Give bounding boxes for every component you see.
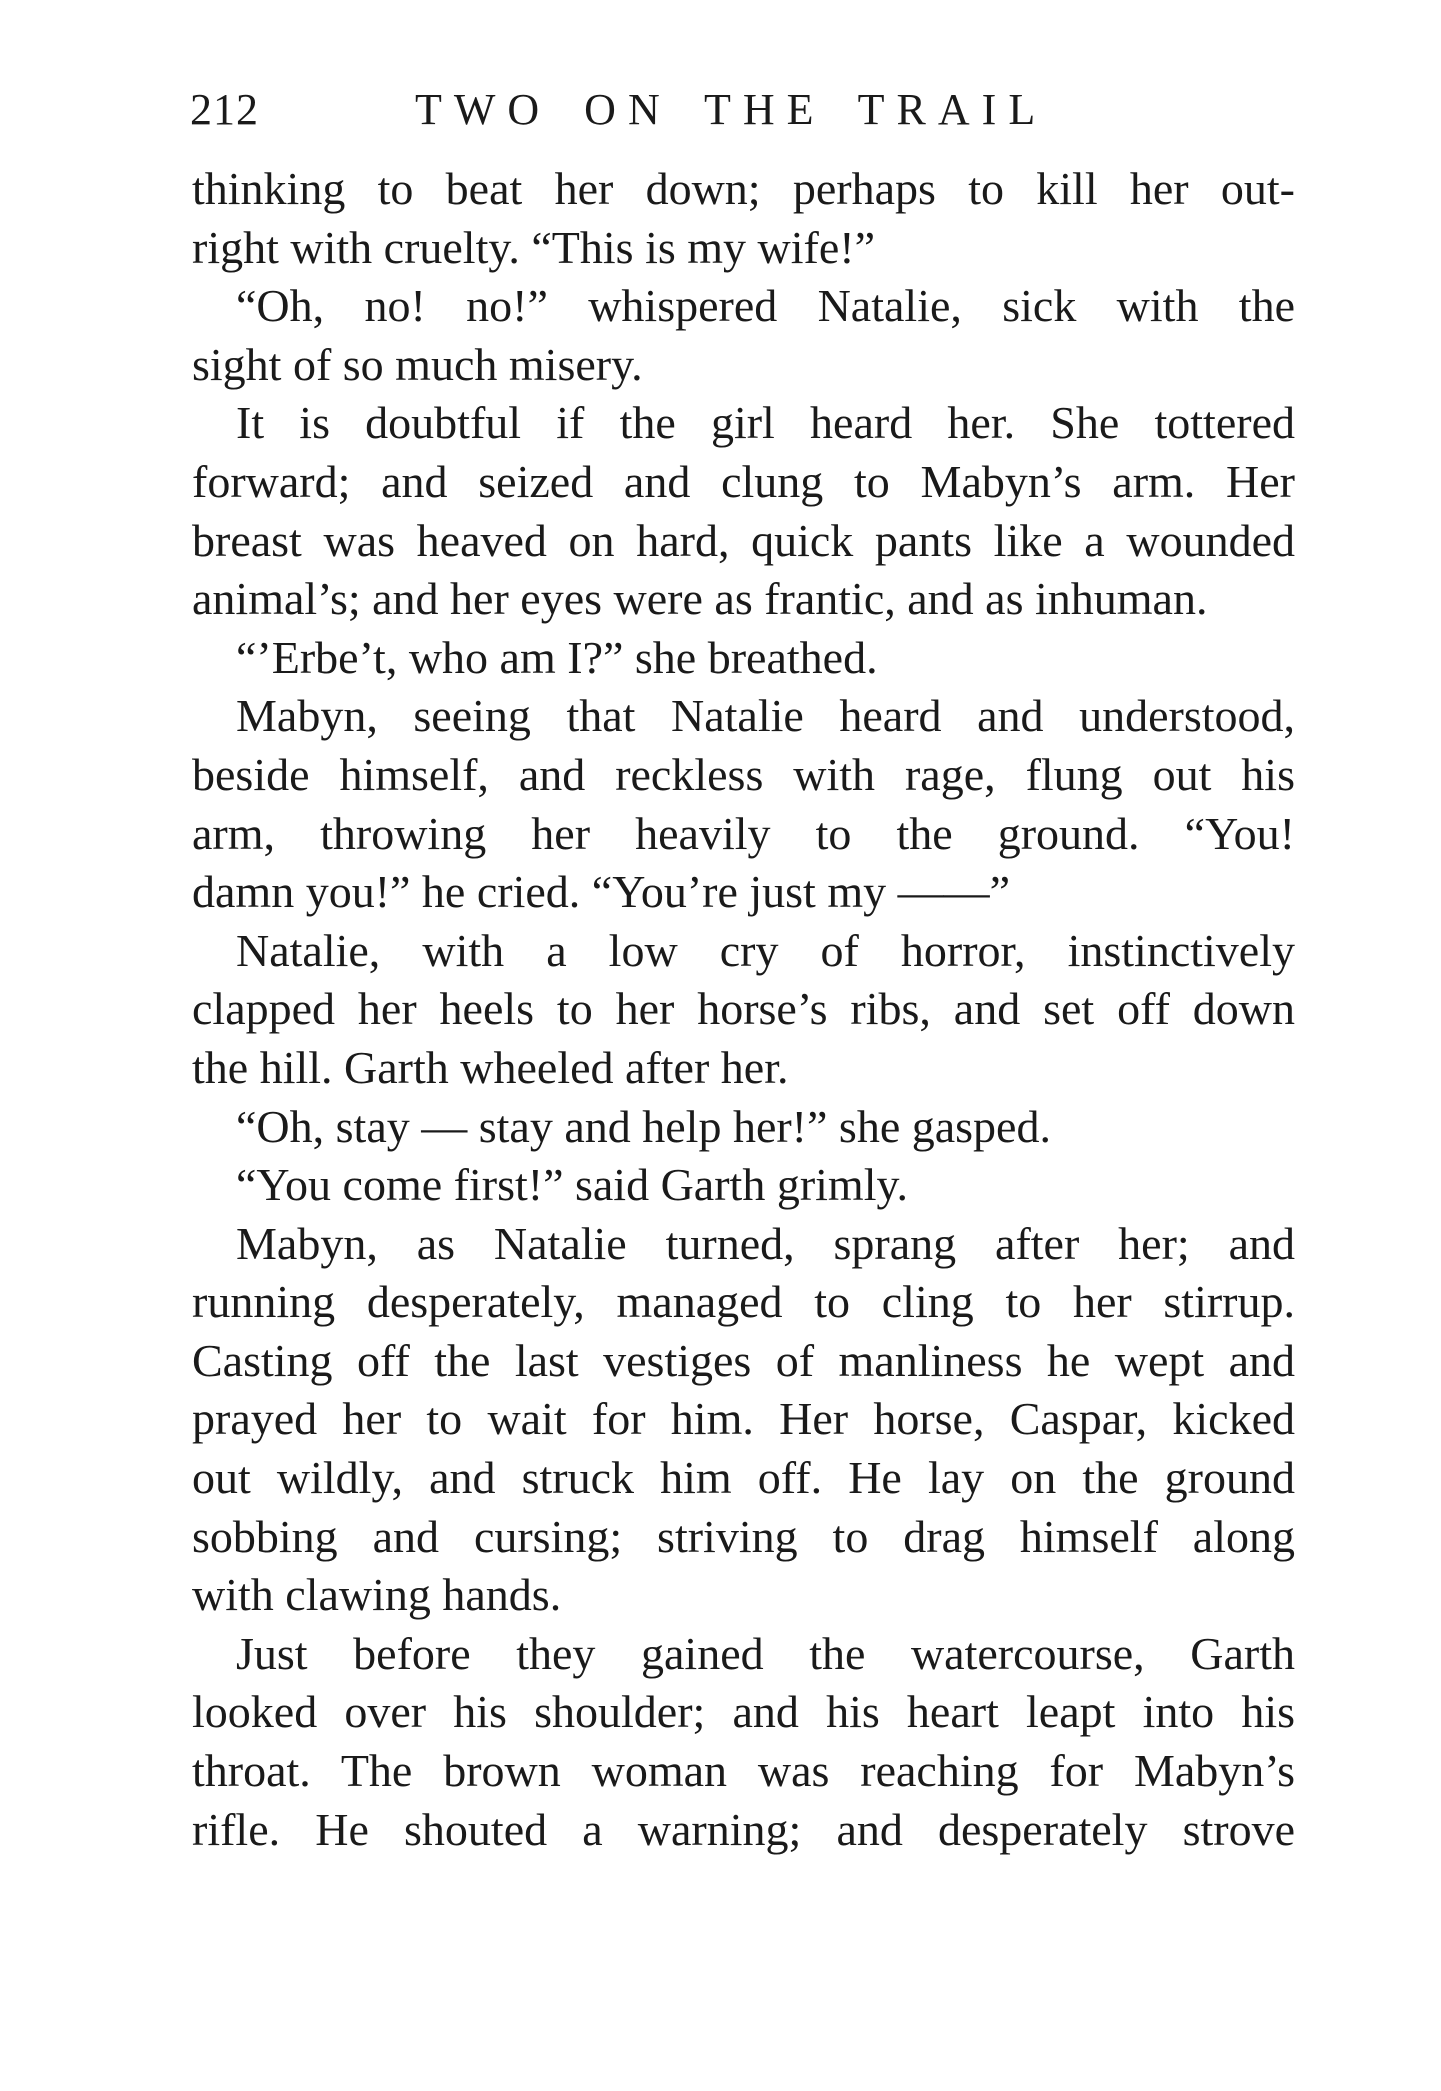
text-line: rifle. He shouted a warning; and desperately strove — [192, 1803, 1295, 1855]
text-line: “Oh, stay — stay and help her!” she gasped. — [236, 1100, 1051, 1152]
text-line: forward; and seized and clung to Mabyn’s arm. Her — [192, 455, 1295, 507]
text-line: prayed her to wait for him. Her horse, Caspar, kicked — [192, 1393, 1295, 1445]
text-line: Natalie, with a low cry of horror, instinctively — [236, 924, 1295, 976]
text-line: the hill. Garth wheeled after her. — [192, 1041, 789, 1093]
text-line: clapped her heels to her horse’s ribs, and set off down — [192, 983, 1295, 1035]
text-line: Casting off the last vestiges of manliness he wept and — [192, 1334, 1295, 1386]
text-line: looked over his shoulder; and his heart leapt into his — [192, 1686, 1295, 1738]
text-line: animal’s; and her eyes were as frantic, and as inhuman. — [192, 573, 1208, 625]
text-line: breast was heaved on hard, quick pants like a wounded — [192, 514, 1295, 566]
text-line: Just before they gained the watercourse, Garth — [236, 1627, 1295, 1679]
text-line: right with cruelty. “This is my wife!” — [192, 221, 876, 273]
text-line: throat. The brown woman was reaching for Mabyn’s — [192, 1745, 1295, 1797]
text-line: beside himself, and reckless with rage, flung out his — [192, 748, 1295, 800]
text-line: running desperately, managed to cling to her stirrup. — [192, 1276, 1295, 1328]
running-title: TWO ON THE TRAIL — [415, 85, 1048, 134]
text-line: Mabyn, as Natalie turned, sprang after her; and — [236, 1217, 1295, 1269]
text-line: sobbing and cursing; striving to drag himself along — [192, 1510, 1295, 1562]
page-number: 212 — [190, 85, 259, 134]
text-line: sight of so much misery. — [192, 338, 643, 390]
page-header — [190, 80, 1300, 140]
text-line: It is doubtful if the girl heard her. She tottered — [236, 397, 1295, 449]
body-text — [192, 160, 1295, 1859]
text-line: thinking to beat her down; perhaps to kill her out- — [192, 163, 1295, 214]
text-line: damn you!” he cried. “You’re just my ——” — [192, 866, 1011, 918]
text-line: arm, throwing her heavily to the ground. “You! — [192, 807, 1295, 859]
text-line: out wildly, and struck him off. He lay on the ground — [192, 1452, 1295, 1504]
text-line: with clawing hands. — [192, 1569, 562, 1621]
text-line: Mabyn, seeing that Natalie heard and understood, — [236, 690, 1295, 742]
text-line: “’Erbe’t, who am I?” she breathed. — [236, 631, 878, 683]
text-line: “You come first!” said Garth grimly. — [236, 1159, 908, 1211]
text-line: “Oh, no! no!” whispered Natalie, sick with the — [236, 280, 1295, 332]
